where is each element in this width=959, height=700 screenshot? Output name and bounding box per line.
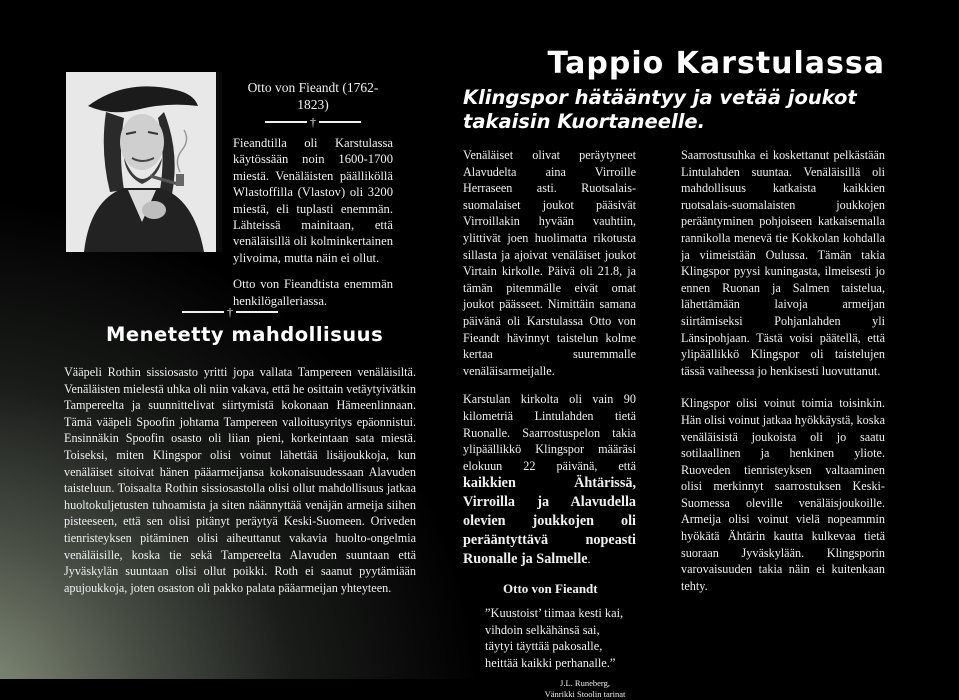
caption-name: Otto von Fieandt (1762-1823) — [247, 80, 379, 112]
portrait-drawing — [66, 72, 216, 252]
section-ornament — [160, 305, 300, 319]
col2-paragraph-2: Klingspor olisi voinut toimia toisinkin. Hän olisi voinut jatkaa hyökkäystä, koska venäläisistä joukoista oli jo saatu sotilaallinen ja henkinen yliote. Ruoveden tienristeyksen valtaaminen olisi merkinnyt saarrostuksen Keski-Suomessa oleville venäläisjoukoille. Armeija olisi voinut vielä nopeammin hyökätä Ähtärin kautta kulkevaa tietä suoraan Jyväskylään. Klingsporin varovaisuuden takia näin ei kuitenkaan tehty. — [681, 396, 885, 593]
cross-ornament-icon: † — [310, 114, 316, 129]
poem-line: vihdoin selkähänsä sai, — [485, 622, 600, 637]
ornament-line — [236, 311, 278, 313]
caption-ornament — [233, 115, 393, 129]
col1-paragraph-2-end: . — [587, 552, 591, 567]
poem-line: ”Kuustoist’ tiimaa kesti kai, — [485, 606, 624, 621]
col2-paragraph-1: Saarrostusuhka ei koskettanut pelkästään Lintulahden suuntaa. Venäläisillä oli mahdollisuus katkaista kaikkien ruotsalais-suomalaisten joukkojen perääntyminen pohjoiseen katkaisemalla rannikolla menevä tie Kokkolan kohdalla ja viimeistään Oulussa. Tämän takia Klingspor pyysi kuningasta, ilmeisesti jo ennen Ruonan ja Salmen taistelua, lähettämään laivoja armeijan siirtämiseksi Pohjanlahden yli Länsipohjaan. Tästä voisi päätellä, että ylipäällikkö Klingspor oli taistelujen tässä vaiheessa jo henkisesti luovuttanut. — [681, 148, 885, 378]
col1-paragraph-2-bold: kaikkien Ähtärissä, Virroilla ja Alavudella olevien joukkojen oli perääntyttävä nopeasti Ruonalle ja Salmelle — [463, 475, 636, 568]
section-heading: Menetetty mahdollisuus — [106, 323, 384, 346]
poem — [463, 605, 636, 671]
ornament-line — [182, 311, 224, 313]
right-column-2 — [681, 147, 885, 594]
ornament-line — [319, 121, 361, 123]
caption-paragraph-1: Fieandtilla oli Karstulassa käytössään noin 1600-1700 miestä. Venäläisten päälliköllä Wlastoffilla (Vlastov) oli 3200 miestä, eli tuplasti enemmän. Lähteissä mainitaan, että venäläisillä oli kolminkertainen ylivoima, mutta näin ei ollut. — [233, 136, 393, 265]
poem-line: täytyi täyttää pakosalle, — [485, 639, 603, 654]
left-body-text: Vääpeli Rothin sissiosasto yritti jopa vallata Tampereen venäläisiltä. Venäläisten mielestä uhka oli niin vakava, että he osittain vetäytyivätkin Tampereelta ja suunnittelivat siirtymistä kokonaan Hämeenlinnaan. Tämä vääpeli Spoofin johtama Tampereen valloitusyritys epäonnistui. Ensinnäkin Spoofin osasto oli liian pieni, korkeintaan sata miestä. Toiseksi, miten Klingspor olisi voinut lähettää lisäjoukkoja, kun venäläiset sitoivat hänen pääarmeijansa kokonaisuudessaan Alavuden taisteluun. Toisaalta Rothin sissiosastolla olisi ollut mahdollisuus jatkaa huoltokuljetusten tuhoamista ja siten näännyttää venäjän armeija siihen pisteeseen, että sen olisi pitänyt peräytyä Keski-Suomeen. Oriveden tienristeyksen pitäminen olisi aiheuttanut vakavia huolto-ongelmia venäläisille, koska tie sekä Tampereelta Alavuden suuntaan että Jyväskylän suuntaan olisi ollut poikki. Roth ei saanut pyytämiään apujoukkoja, joten osaston oli pakko palata pääarmeijan yhteyteen. — [64, 365, 416, 595]
poem-line: heittää kaikki perhanalle.” — [485, 656, 616, 671]
portrait-caption — [233, 79, 393, 309]
poem-author: Otto von Fieandt — [503, 581, 598, 597]
poem-source-line-2: Vänrikki Stoolin tarinat — [544, 688, 626, 699]
caption-paragraph-2: Otto von Fieandtista enemmän henkilögalleriassa. — [233, 277, 393, 308]
col1-paragraph-2 — [463, 391, 636, 569]
poem-source — [463, 678, 635, 700]
portrait-image — [66, 72, 222, 252]
right-column-1 — [463, 147, 636, 700]
page-subtitle: Klingspor hätääntyy ja vetää joukot takaisin Kuortaneelle. — [463, 86, 857, 133]
cross-ornament-icon: † — [227, 304, 233, 319]
page-title: Tappio Karstulassa — [547, 46, 885, 81]
col1-paragraph-1: Venäläiset olivat peräytyneet Alavudelta aina Virroille Herraseen asti. Ruotsalais-suomalaiset joukot pääsivät Virroillakin hyvään vauhtiin, ylittivät joen huolimatta rikotusta sillasta ja ajoivat venäläiset joukot Virtain kirkolle. Päivä oli 21.8, ja tämän pitemmälle eivät omat joukot päässeet. Nimittäin samana päivänä oli Karstulassa Otto von Fieandt hävinnyt taistelun kolme kertaa suuremmalle venäläisarmeijalle. — [463, 148, 636, 378]
col1-paragraph-2-text: Karstulan kirkolta oli vain 90 kilometriä Lintulahden tietä Ruonalle. Saarrostuspelon takia ylipäällikkö Klingspor määräsi elokuun 22 päivänä, että — [463, 392, 636, 473]
poem-source-line-1: J.L. Runeberg, — [560, 677, 610, 688]
ornament-line — [265, 121, 307, 123]
